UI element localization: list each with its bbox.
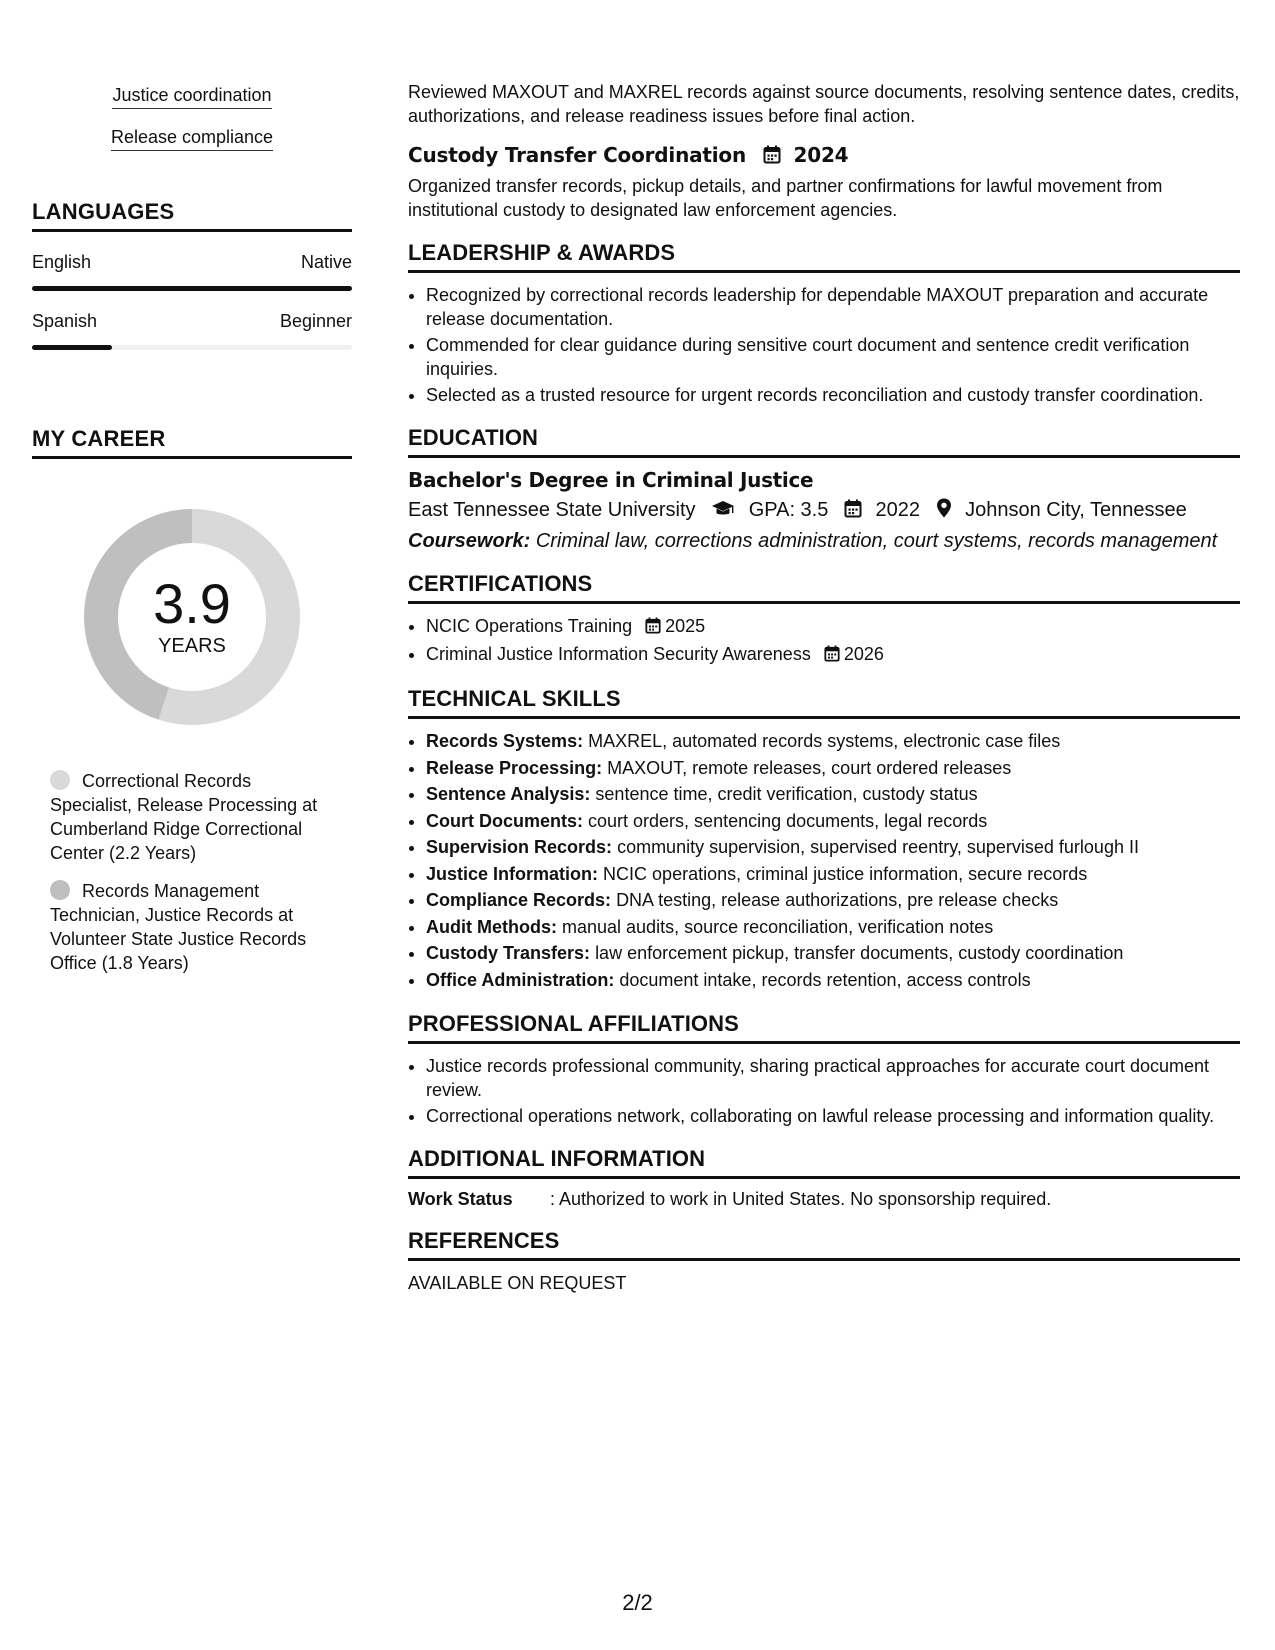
list-item — [426, 915, 1240, 941]
list-item — [426, 941, 1240, 967]
list-item — [426, 968, 1240, 994]
list-item: • Commended for clear guidance during sensitive court document and sentence credit verification inquiries. — [426, 333, 1240, 381]
list-item — [426, 614, 1240, 640]
project-description: Reviewed MAXOUT and MAXREL records against source documents, resolving sentence dates, credits, authorizations, and release readiness issues before final action. — [408, 82, 1240, 126]
education-details — [408, 498, 1240, 524]
list-item: • Correctional operations network, collaborating on lawful release processing and information quality. — [426, 1104, 1240, 1128]
language-item — [32, 252, 352, 291]
project-title: Custody Transfer Coordination — [408, 143, 746, 167]
education-year: 2022 — [875, 499, 920, 521]
list-item — [426, 809, 1240, 835]
sidebar — [32, 84, 352, 975]
certification-year: 2026 — [843, 644, 884, 664]
skill-text: document intake, records retention, access controls — [619, 969, 1031, 990]
technical-skills-heading: TECHNICAL SKILLS — [408, 686, 1240, 719]
references-text: AVAILABLE ON REQUEST — [408, 1273, 627, 1293]
calendar-icon — [844, 499, 862, 524]
language-name: Spanish — [32, 311, 98, 331]
career-years-label: YEARS — [158, 635, 226, 657]
leadership-list — [426, 283, 1240, 407]
legend-dot — [50, 770, 70, 790]
skill-text: NCIC operations, criminal justice information, secure records — [603, 863, 1088, 884]
project-description: Organized transfer records, pickup details, and partner confirmations for lawful movement from institutional custody to designated law enforcement agencies. — [408, 176, 1163, 220]
certifications-heading: CERTIFICATIONS — [408, 571, 1240, 604]
list-item — [426, 835, 1240, 861]
list-item — [426, 642, 1240, 668]
language-proficiency-bar — [32, 345, 352, 350]
page-number: 2/2 — [622, 1590, 653, 1615]
project-title-row — [408, 142, 1240, 170]
list-item — [426, 782, 1240, 808]
list-item — [426, 888, 1240, 914]
skill-text: MAXREL, automated records systems, electronic case files — [588, 731, 1061, 751]
skill-label: Compliance Records: — [426, 890, 612, 910]
education-degree: Bachelor's Degree in Criminal Justice — [408, 468, 814, 492]
skill-tag: Release compliance — [111, 126, 273, 151]
work-status-row — [408, 1189, 1240, 1210]
skill-label: Audit Methods: — [426, 916, 557, 937]
calendar-icon — [645, 616, 661, 640]
language-proficiency-fill — [32, 345, 112, 350]
calendar-icon — [763, 144, 781, 170]
certification-year: 2025 — [665, 616, 706, 636]
legend-dot — [50, 880, 70, 900]
skill-label: Court Documents: — [426, 810, 583, 831]
career-item-text: Records Management Technician, Justice Records at Volunteer State Justice Records Office (1.8 Years) — [50, 881, 307, 973]
work-status-value: : Authorized to work in United States. No sponsorship required. — [550, 1189, 1052, 1209]
certification-name: Criminal Justice Information Security Awareness — [426, 644, 811, 664]
language-proficiency-bar — [32, 286, 352, 291]
career-total-years: 3.9 — [153, 572, 231, 635]
skill-label: Custody Transfers: — [426, 943, 591, 963]
affiliations-heading: PROFESSIONAL AFFILIATIONS — [408, 1011, 1240, 1044]
career-item — [50, 769, 330, 865]
language-proficiency-fill — [32, 286, 352, 291]
leadership-heading: LEADERSHIP & AWARDS — [408, 240, 1240, 273]
certification-name: NCIC Operations Training — [426, 616, 633, 636]
skill-tag: Justice coordination — [112, 84, 271, 109]
skill-text: manual audits, source reconciliation, verification notes — [562, 916, 994, 937]
skill-label: Sentence Analysis: — [426, 784, 591, 804]
map-pin-icon — [936, 498, 952, 524]
language-item — [32, 311, 352, 350]
technical-skills-list — [426, 729, 1240, 993]
certifications-list — [426, 614, 1240, 668]
language-name: English — [32, 252, 92, 272]
career-item-text: Correctional Records Specialist, Release Processing at Cumberland Ridge Correctional Center (2.2 Years) — [50, 771, 318, 863]
list-item: • Justice records professional community, sharing practical approaches for accurate court document review. — [426, 1054, 1240, 1102]
skill-label: Office Administration: — [426, 969, 615, 990]
coursework-label: Coursework: — [408, 530, 531, 552]
skill-label: Records Systems: — [426, 731, 584, 751]
languages-heading: LANGUAGES — [32, 199, 352, 232]
career-item — [50, 879, 330, 975]
skill-label: Release Processing: — [426, 757, 603, 778]
main-content — [408, 80, 1240, 1295]
affiliations-list — [426, 1054, 1240, 1128]
list-item — [426, 756, 1240, 782]
additional-info-heading: ADDITIONAL INFORMATION — [408, 1146, 1240, 1179]
skill-label: Justice Information: — [426, 863, 599, 884]
skill-text: MAXOUT, remote releases, court ordered releases — [607, 757, 1012, 778]
education-coursework — [408, 530, 1240, 553]
education-heading: EDUCATION — [408, 425, 1240, 458]
skill-label: Supervision Records: — [426, 837, 613, 857]
list-item: • Recognized by correctional records leadership for dependable MAXOUT preparation and accurate release documentation. — [426, 283, 1240, 331]
skill-text: community supervision, supervised reentry, supervised furlough II — [617, 837, 1139, 857]
skill-text: sentence time, credit verification, custody status — [595, 784, 978, 804]
career-donut-chart — [78, 503, 306, 731]
graduation-cap-icon — [711, 500, 735, 524]
list-item: • Selected as a trusted resource for urgent records reconciliation and custody transfer coordination. — [426, 383, 1240, 407]
education-gpa: GPA: 3.5 — [748, 499, 829, 521]
skill-text: court orders, sentencing documents, legal records — [588, 810, 988, 831]
work-status-label: Work Status — [408, 1189, 513, 1209]
skill-text: DNA testing, release authorizations, pre release checks — [616, 890, 1059, 910]
list-item — [426, 862, 1240, 888]
career-heading: MY CAREER — [32, 426, 352, 459]
education-location: Johnson City, Tennessee — [965, 499, 1187, 521]
calendar-icon — [824, 644, 840, 668]
coursework-text: Criminal law, corrections administration, court systems, records management — [535, 530, 1218, 552]
list-item — [426, 729, 1240, 755]
education-school: East Tennessee State University — [408, 499, 696, 521]
skill-text: law enforcement pickup, transfer documents, custody coordination — [595, 943, 1124, 963]
references-heading: REFERENCES — [408, 1228, 1240, 1261]
language-level: Native — [300, 252, 352, 272]
language-level: Beginner — [279, 311, 352, 331]
project-year: 2024 — [793, 143, 849, 167]
